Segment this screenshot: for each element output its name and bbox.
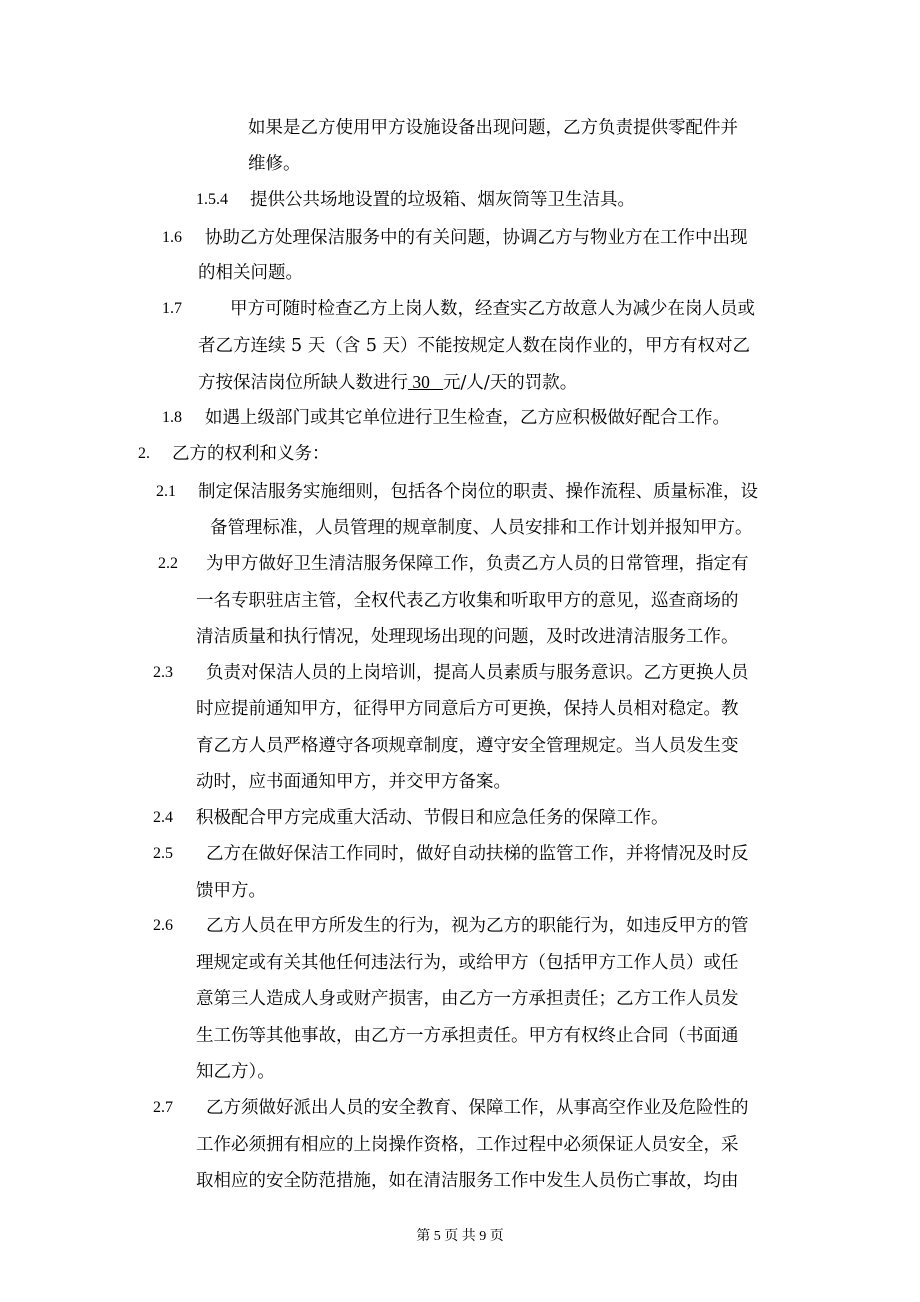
clause-2-4-line-1: 积极配合甲方完成重大活动、节假日和应急任务的保障工作。 — [196, 808, 669, 828]
clause-2-7-line-3: 取相应的安全防范措施，如在清洁服务工作中发生人员伤亡事故，均由 — [196, 1171, 739, 1191]
clause-1-6-line-1: 协助乙方处理保洁服务中的有关问题，协调乙方与物业方在工作中出现 — [205, 228, 748, 248]
clause-2-5-line-1: 乙方在做好保洁工作同时，做好自动扶梯的监管工作，并将情况及时反 — [206, 844, 749, 864]
clause-number-2-3: 2.3 — [153, 664, 173, 681]
clause-2-2-line-2: 一名专职驻店主管，全权代表乙方收集和听取甲方的意见，巡查商场的 — [196, 591, 739, 611]
clause-number-2-7: 2.7 — [153, 1099, 173, 1116]
clause-number-1-7: 1.7 — [162, 300, 182, 317]
clause-1-5-4-line-1: 提供公共场地设置的垃圾箱、烟灰筒等卫生洁具。 — [250, 190, 635, 210]
clause-number-1-6: 1.6 — [162, 229, 182, 246]
clause-2-6-line-4: 生工伤等其他事故，由乙方一方承担责任。甲方有权终止合同（书面通 — [196, 1026, 739, 1046]
clause-number-2-6: 2.6 — [153, 917, 173, 934]
penalty-amount: 30 — [408, 372, 443, 392]
clause-2-3-line-2: 时应提前通知甲方，征得甲方同意后方可更换，保持人员相对稳定。教 — [196, 699, 739, 719]
clause-2-1-line-2: 备管理标准，人员管理的规章制度、人员安排和工作计划并报知甲方。 — [210, 518, 753, 538]
clause-2-3-line-4: 动时，应书面通知甲方，并交甲方备案。 — [196, 772, 511, 792]
clause-2-5-line-2: 馈甲方。 — [196, 881, 266, 901]
clause-1-7-line-3-post: 元/人/天的罚款。 — [443, 373, 578, 393]
clause-number-2-1: 2.1 — [156, 483, 176, 500]
clause-1-7-line-2: 者乙方连续 5 天（含 5 天）不能按规定人数在岗作业的，甲方有权对乙 — [198, 336, 751, 356]
clause-number-1-8: 1.8 — [162, 409, 182, 426]
clause-number-2-4: 2.4 — [153, 809, 173, 826]
cont-line-2: 维修。 — [248, 154, 301, 174]
clause-2-7-line-1: 乙方须做好派出人员的安全教育、保障工作，从事高空作业及危险性的 — [206, 1098, 749, 1118]
clause-1-7-line-1: 甲方可随时检查乙方上岗人数，经查实乙方故意人为减少在岗人员或 — [230, 299, 755, 319]
clause-1-7-line-3-pre: 方按保洁岗位所缺人数进行 — [198, 373, 408, 393]
clause-number-2-2: 2.2 — [158, 555, 178, 572]
section-number-2: 2. — [138, 445, 150, 462]
clause-1-6-line-2: 的相关问题。 — [198, 263, 303, 283]
clause-2-3-line-3: 育乙方人员严格遵守各项规章制度，遵守安全管理规定。当人员发生变 — [196, 736, 739, 756]
page-footer: 第 5 页 共 9 页 — [416, 1229, 504, 1244]
clause-2-3-line-1: 负责对保洁人员的上岗培训，提高人员素质与服务意识。乙方更换人员 — [206, 663, 749, 683]
clause-1-7-line-3 — [198, 370, 577, 395]
clause-2-2-line-1: 为甲方做好卫生清洁服务保障工作，负责乙方人员的日常管理，指定有 — [206, 554, 749, 574]
clause-1-8-line-1: 如遇上级部门或其它单位进行卫生检查，乙方应积极做好配合工作。 — [205, 408, 730, 428]
clause-2-6-line-3: 意第三人造成人身或财产损害，由乙方一方承担责任；乙方工作人员发 — [196, 989, 739, 1009]
clause-2-2-line-3: 清洁质量和执行情况，处理现场出现的问题，及时改进清洁服务工作。 — [196, 627, 739, 647]
clause-number-1-5-4: 1.5.4 — [196, 191, 228, 208]
clause-2-7-line-2: 工作必须拥有相应的上岗操作资格，工作过程中必须保证人员安全，采 — [196, 1135, 739, 1155]
cont-line-1: 如果是乙方使用甲方设施设备出现问题，乙方负责提供零配件并 — [248, 118, 738, 138]
section-2-title: 乙方的权利和义务： — [172, 444, 330, 464]
clause-2-6-line-5: 知乙方）。 — [196, 1062, 275, 1082]
clause-2-6-line-2: 理规定或有关其他任何违法行为，或给甲方（包括甲方工作人员）或任 — [196, 953, 739, 973]
clause-2-6-line-1: 乙方人员在甲方所发生的行为，视为乙方的职能行为，如违反甲方的管 — [206, 916, 749, 936]
clause-number-2-5: 2.5 — [153, 845, 173, 862]
clause-2-1-line-1: 制定保洁服务实施细则，包括各个岗位的职责、操作流程、质量标准，设 — [198, 482, 758, 502]
